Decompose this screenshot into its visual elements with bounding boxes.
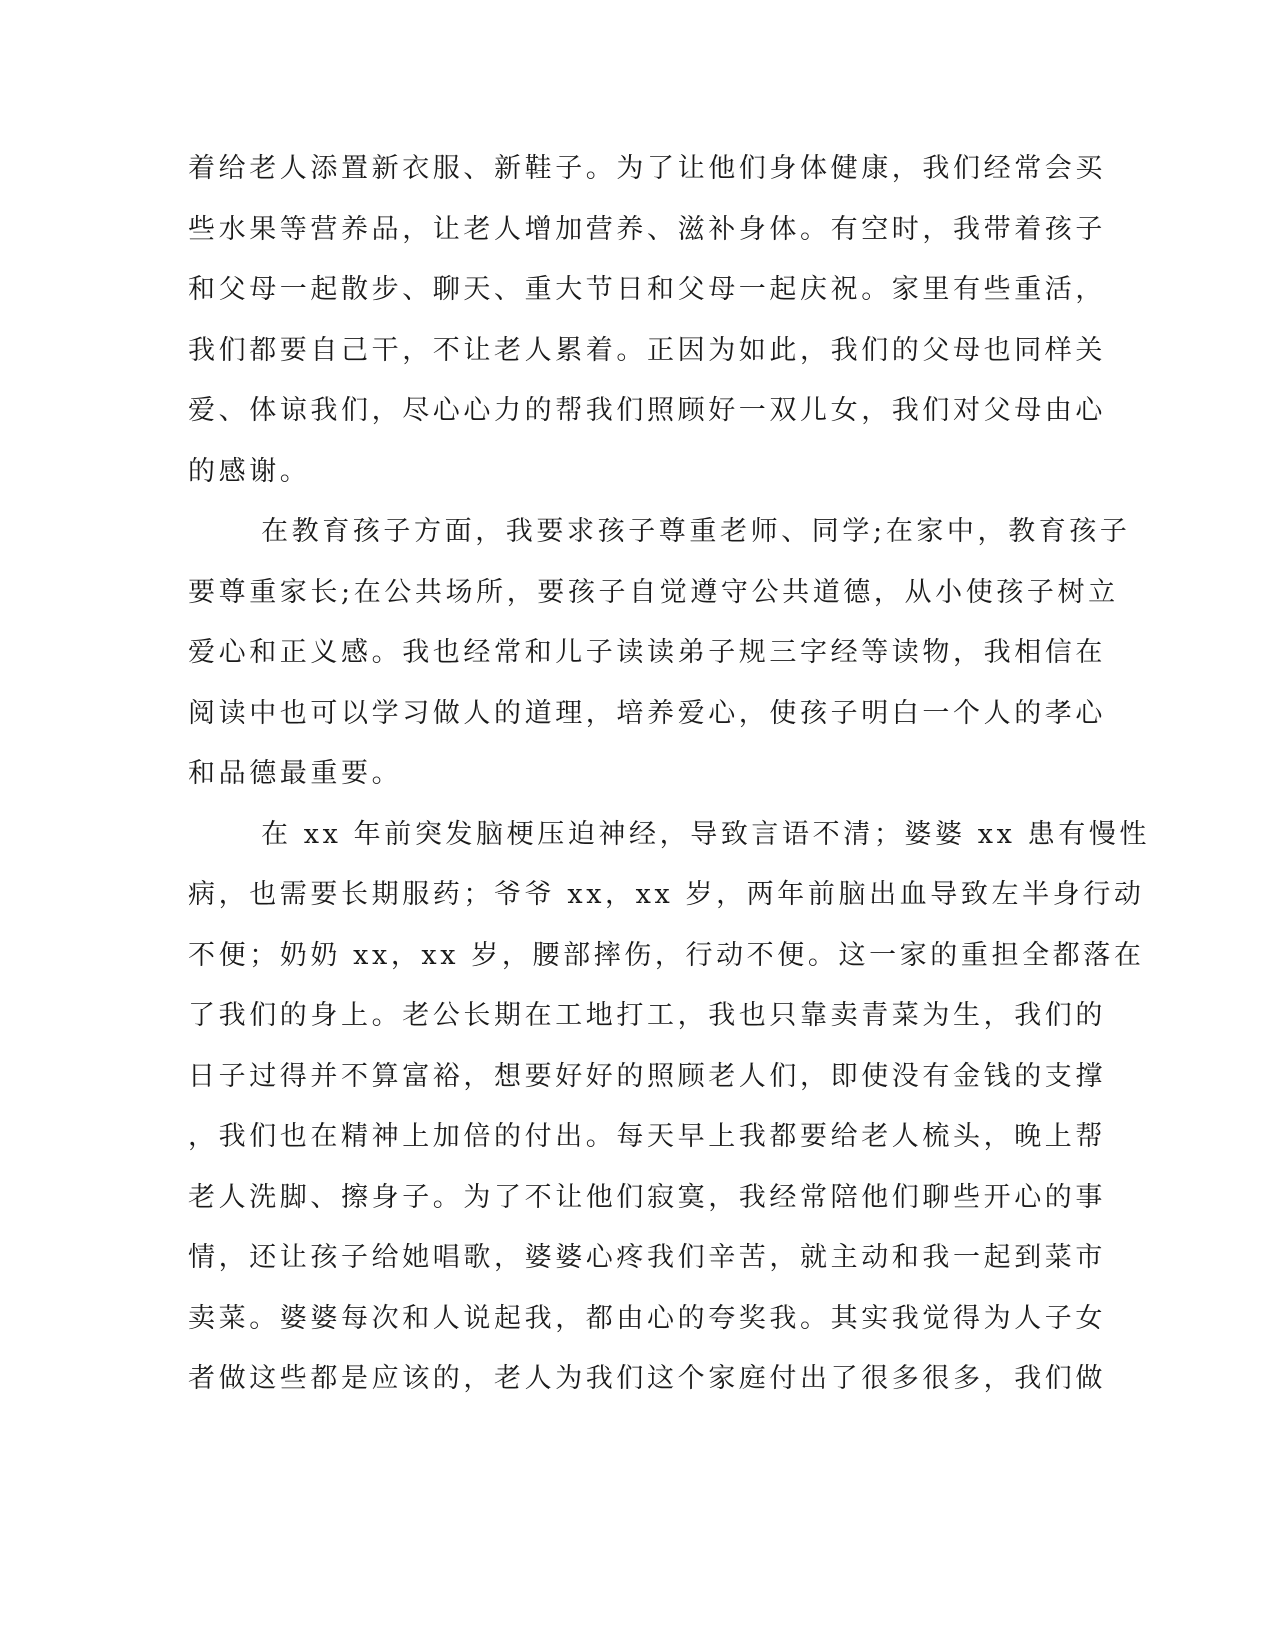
text-line: 卖菜。婆婆每次和人说起我，都由心的夸奖我。其实我觉得为人子女 [188,1302,1106,1334]
text-line: 的感谢。 [188,455,311,487]
text-line: 爱、体谅我们，尽心心力的帮我们照顾好一双儿女，我们对父母由心 [188,395,1106,426]
text-line: 和父母一起散步、聊天、重大节日和父母一起庆祝。家里有些重活， [188,274,1106,305]
text-line: 着给老人添置新衣服、新鞋子。为了让他们身体健康，我们经常会买 [188,153,1106,184]
text-line: 了我们的身上。老公长期在工地打工，我也只靠卖青菜为生，我们的 [188,1000,1106,1031]
paragraph-first-line: 在 xx 年前突发脑梗压迫神经，导致言语不清；婆婆 xx 患有慢性 [261,818,1151,850]
text-line: ，我们也在精神上加倍的付出。每天早上我都要给老人梳头，晚上帮 [188,1121,1106,1152]
body-text [188,153,1151,1426]
paragraph-first-line: 在教育孩子方面，我要求孩子尊重老师、同学;在家中，教育孩子 [261,516,1131,547]
text-line: 阅读中也可以学习做人的道理，培养爱心，使孩子明白一个人的孝心 [188,697,1106,729]
text-line: 情，还让孩子给她唱歌，婆婆心疼我们辛苦，就主动和我一起到菜市 [188,1242,1106,1273]
text-line: 不便；奶奶 xx，xx 岁，腰部摔伤，行动不便。这一家的重担全都落在 [188,939,1145,971]
text-line: 者做这些都是应该的，老人为我们这个家庭付出了很多很多，我们做 [188,1363,1106,1394]
text-line: 和品德最重要。 [188,758,403,789]
text-line: 我们都要自己干，不让老人累着。正因为如此，我们的父母也同样关 [188,334,1106,366]
text-line: 日子过得并不算富裕，想要好好的照顾老人们，即使没有金钱的支撑 [188,1060,1106,1092]
text-line: 些水果等营养品，让老人增加营养、滋补身体。有空时，我带着孩子 [188,213,1106,245]
text-line: 老人洗脚、擦身子。为了不让他们寂寞，我经常陪他们聊些开心的事 [188,1181,1106,1213]
text-line: 爱心和正义感。我也经常和儿子读读弟子规三字经等读物，我相信在 [188,637,1106,668]
text-line: 要尊重家长;在公共场所，要孩子自觉遵守公共道德，从小使孩子树立 [188,576,1119,608]
text-line: 病，也需要长期服药；爷爷 xx，xx 岁，两年前脑出血导致左半身行动 [188,879,1145,910]
